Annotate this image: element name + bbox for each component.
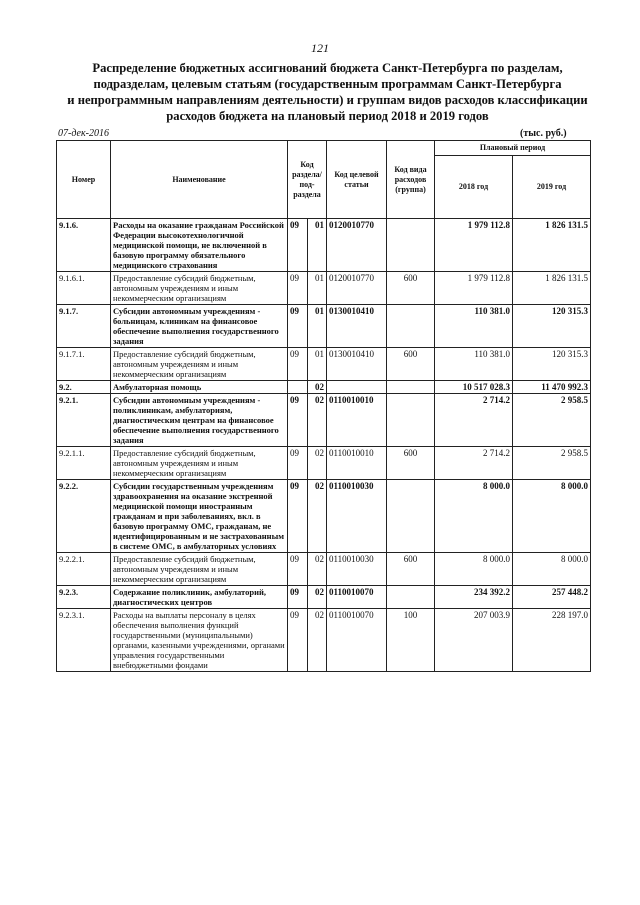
row-name: Субсидии автономным учреждениям - больницам, клиникам на финансовое обеспечение выполнения государственного задания (111, 305, 288, 348)
row-amount-2019: 8 000.0 (513, 480, 591, 553)
table-row (57, 272, 591, 305)
row-subsection-code: 01 (308, 272, 327, 305)
row-target-code: 0110010070 (327, 586, 387, 609)
row-number: 9.2. (57, 381, 111, 394)
row-amount-2018: 8 000.0 (435, 480, 513, 553)
row-amount-2019: 2 958.5 (513, 447, 591, 480)
row-section-code: 09 (288, 272, 308, 305)
row-amount-2019: 2 958.5 (513, 394, 591, 447)
row-expense-group: 100 (387, 609, 435, 672)
row-name: Амбулаторная помощь (111, 381, 288, 394)
row-expense-group (387, 586, 435, 609)
table-row (57, 381, 591, 394)
row-expense-group: 600 (387, 553, 435, 586)
table-row (57, 305, 591, 348)
units-label: (тыс. руб.) (520, 128, 567, 139)
row-subsection-code: 02 (308, 586, 327, 609)
row-section-code: 09 (288, 609, 308, 672)
row-amount-2018: 1 979 112.8 (435, 272, 513, 305)
title-line-3: и непрограммным направлениям деятельности) и группам видов расходов классификации (67, 93, 588, 107)
row-expense-group (387, 381, 435, 394)
row-subsection-code: 02 (308, 381, 327, 394)
table-row (57, 219, 591, 272)
table-row (57, 447, 591, 480)
row-target-code: 0110010030 (327, 480, 387, 553)
page-number: 121 (311, 41, 329, 55)
row-subsection-code: 01 (308, 348, 327, 381)
document-title (40, 60, 615, 124)
row-amount-2018: 8 000.0 (435, 553, 513, 586)
row-number: 9.1.6. (57, 219, 111, 272)
row-number: 9.2.1.1. (57, 447, 111, 480)
row-section-code: 09 (288, 305, 308, 348)
row-subsection-code: 01 (308, 219, 327, 272)
row-name: Расходы на оказание гражданам Российской Федерации высокотехнологичной медицинской помощи, не включенной в базовую программу обязательного медицинского страхования (111, 219, 288, 272)
row-amount-2018: 2 714.2 (435, 394, 513, 447)
row-subsection-code: 02 (308, 447, 327, 480)
row-target-code: 0120010770 (327, 219, 387, 272)
row-expense-group: 600 (387, 272, 435, 305)
header-section: Код раздела/ под-раздела (288, 141, 327, 219)
row-target-code: 0120010770 (327, 272, 387, 305)
row-subsection-code: 01 (308, 305, 327, 348)
title-line-2: подразделам, целевым статьям (государственным программам Санкт-Петербурга (93, 77, 562, 91)
row-section-code: 09 (288, 553, 308, 586)
table-row (57, 394, 591, 447)
table-row (57, 553, 591, 586)
table-row (57, 480, 591, 553)
row-amount-2018: 234 392.2 (435, 586, 513, 609)
row-section-code: 09 (288, 447, 308, 480)
row-name: Расходы на выплаты персоналу в целях обеспечения выполнения функций государственными (муниципальными) органами, казенными учреждениями, органами управления государственными внебюджетными фондами (111, 609, 288, 672)
row-target-code (327, 381, 387, 394)
header-group: Код вида расходов (группа) (387, 141, 435, 219)
row-name: Содержание поликлиник, амбулаторий, диагностических центров (111, 586, 288, 609)
document-date: 07-дек-2016 (58, 128, 109, 139)
row-number: 9.2.3. (57, 586, 111, 609)
row-number: 9.1.7. (57, 305, 111, 348)
row-expense-group (387, 480, 435, 553)
row-target-code: 0130010410 (327, 305, 387, 348)
row-target-code: 0110010010 (327, 394, 387, 447)
table-row (57, 609, 591, 672)
row-section-code: 09 (288, 480, 308, 553)
row-subsection-code: 02 (308, 609, 327, 672)
row-subsection-code: 02 (308, 394, 327, 447)
row-amount-2019: 8 000.0 (513, 553, 591, 586)
row-amount-2018: 110 381.0 (435, 305, 513, 348)
row-amount-2018: 207 003.9 (435, 609, 513, 672)
row-section-code (288, 381, 308, 394)
row-subsection-code: 02 (308, 553, 327, 586)
table-row (57, 348, 591, 381)
row-amount-2019: 11 470 992.3 (513, 381, 591, 394)
row-number: 9.2.2. (57, 480, 111, 553)
row-name: Предоставление субсидий бюджетным, автономным учреждениям и иным некоммерческим организациям (111, 447, 288, 480)
title-line-4: расходов бюджета на плановый период 2018 и 2019 годов (166, 109, 489, 123)
header-target: Код целевой статьи (327, 141, 387, 219)
row-section-code: 09 (288, 586, 308, 609)
row-expense-group (387, 219, 435, 272)
row-amount-2019: 257 448.2 (513, 586, 591, 609)
row-target-code: 0130010410 (327, 348, 387, 381)
row-amount-2019: 1 826 131.5 (513, 272, 591, 305)
row-amount-2018: 10 517 028.3 (435, 381, 513, 394)
row-section-code: 09 (288, 394, 308, 447)
row-name: Субсидии государственным учреждениям здравоохранения на оказание экстренной медицинской помощи иностранным гражданам и при заболеваниях, вкл. в базовую программу ОМС, гражданам, не идентифицированным и не застрахованным в системе ОМС, в амбулаторных условиях (111, 480, 288, 553)
row-name: Предоставление субсидий бюджетным, автономным учреждениям и иным некоммерческим организациям (111, 272, 288, 305)
row-name: Предоставление субсидий бюджетным, автономным учреждениям и иным некоммерческим организациям (111, 553, 288, 586)
title-line-1: Распределение бюджетных ассигнований бюджета Санкт-Петербурга по разделам, (92, 61, 563, 75)
row-number: 9.2.1. (57, 394, 111, 447)
row-target-code: 0110010030 (327, 553, 387, 586)
row-number: 9.1.7.1. (57, 348, 111, 381)
row-amount-2018: 2 714.2 (435, 447, 513, 480)
header-2019: 2019 год (513, 156, 591, 219)
row-amount-2019: 228 197.0 (513, 609, 591, 672)
row-target-code: 0110010010 (327, 447, 387, 480)
row-name: Предоставление субсидий бюджетным, автономным учреждениям и иным некоммерческим организациям (111, 348, 288, 381)
row-expense-group: 600 (387, 447, 435, 480)
row-amount-2018: 110 381.0 (435, 348, 513, 381)
row-amount-2018: 1 979 112.8 (435, 219, 513, 272)
row-section-code: 09 (288, 348, 308, 381)
row-expense-group: 600 (387, 348, 435, 381)
header-period: Плановый период (435, 141, 591, 156)
header-name: Наименование (111, 141, 288, 219)
row-name: Субсидии автономным учреждениям - поликлиникам, амбулаториям, диагностическим центрам на финансовое обеспечение выполнения государственного задания (111, 394, 288, 447)
row-number: 9.2.3.1. (57, 609, 111, 672)
budget-table (56, 140, 591, 672)
row-amount-2019: 1 826 131.5 (513, 219, 591, 272)
row-section-code: 09 (288, 219, 308, 272)
row-expense-group (387, 305, 435, 348)
row-number: 9.1.6.1. (57, 272, 111, 305)
row-amount-2019: 120 315.3 (513, 305, 591, 348)
row-expense-group (387, 394, 435, 447)
row-amount-2019: 120 315.3 (513, 348, 591, 381)
row-number: 9.2.2.1. (57, 553, 111, 586)
header-2018: 2018 год (435, 156, 513, 219)
header-number: Номер (57, 141, 111, 219)
row-subsection-code: 02 (308, 480, 327, 553)
table-row (57, 586, 591, 609)
row-target-code: 0110010070 (327, 609, 387, 672)
